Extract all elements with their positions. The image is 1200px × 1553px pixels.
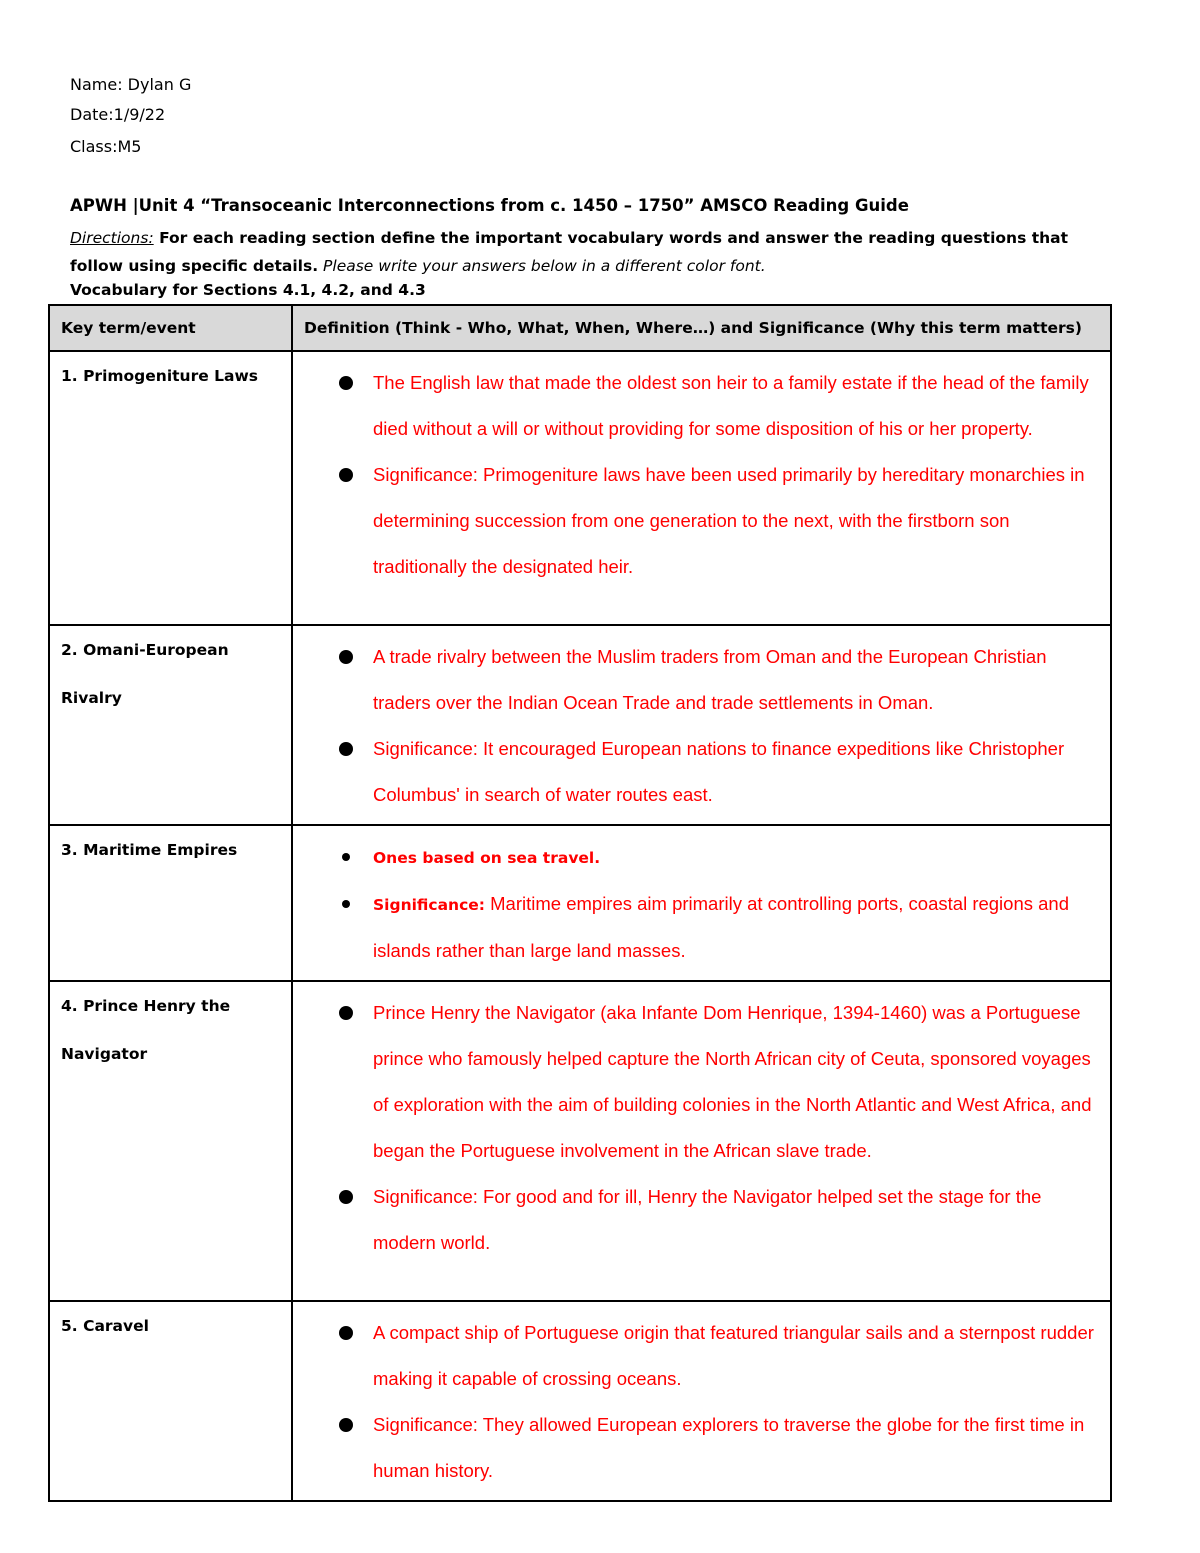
definition-cell: [292, 351, 1111, 625]
definition-cell: [292, 625, 1111, 825]
bullet-icon: [339, 1190, 353, 1204]
table-row: [49, 825, 1111, 981]
header-term: Key term/event: [49, 305, 292, 351]
list-item: Prince Henry the Navigator (aka Infante Dom Henrique, 1394-1460) was a Portuguese prince who famously helped capture the North African city of Ceuta, sponsored voyages of exploration with the aim of building colonies in the North Atlantic and West Africa, and began the Portuguese involvement in the African slave trade.: [293, 990, 1110, 1174]
student-name: Name: Dylan G: [70, 75, 192, 94]
directions: [70, 224, 1110, 280]
term-label: 3. Maritime Empires: [61, 841, 238, 859]
term-label: 5. Caravel: [61, 1317, 149, 1335]
bullet-icon: [339, 650, 353, 664]
definition-cell: [292, 981, 1111, 1301]
definition-list: [293, 826, 1110, 980]
definition-list: [293, 1302, 1110, 1500]
list-item: Significance: They allowed European explorers to traverse the globe for the first time in human history.: [293, 1402, 1110, 1494]
bullet-icon: [339, 1418, 353, 1432]
directions-note: Please write your answers below in a different color font.: [318, 257, 766, 275]
table-row: [49, 625, 1111, 825]
list-item: Significance: For good and for ill, Henry the Navigator helped set the stage for the modern world.: [293, 1174, 1110, 1266]
list-item: A compact ship of Portuguese origin that featured triangular sails and a sternpost rudder making it capable of crossing oceans.: [293, 1310, 1110, 1402]
table-row: [49, 981, 1111, 1301]
vocab-heading: Vocabulary for Sections 4.1, 4.2, and 4.3: [70, 281, 426, 299]
term-cell: [49, 981, 292, 1301]
list-item: The English law that made the oldest son heir to a family estate if the head of the family died without a will or without providing for some disposition of his or her property.: [293, 360, 1110, 452]
bullet-icon: [342, 900, 350, 908]
term-cell: [49, 825, 292, 981]
term-label: 2. Omani-European Rivalry: [61, 641, 229, 707]
directions-label: Directions:: [70, 229, 154, 247]
list-item: A trade rivalry between the Muslim traders from Oman and the European Christian traders over the Indian Ocean Trade and trade settlements in Oman.: [293, 634, 1110, 726]
definition-list: [293, 352, 1110, 596]
header-definition: Definition (Think - Who, What, When, Where…) and Significance (Why this term matters): [292, 305, 1111, 351]
term-label: 4. Prince Henry the Navigator: [61, 997, 231, 1063]
definition-list: [293, 626, 1110, 824]
bullet-icon: [339, 1006, 353, 1020]
class-line: Class:M5: [70, 137, 142, 156]
bullet-icon: [339, 376, 353, 390]
list-item: Ones based on sea travel.: [293, 834, 1110, 881]
definition-list: [293, 982, 1110, 1272]
vocab-table: [48, 304, 1112, 1502]
list-item: Significance: Primogeniture laws have been used primarily by hereditary monarchies in determining succession from one generation to the next, with the firstborn son traditionally the designated heir.: [293, 452, 1110, 590]
table-row: [49, 351, 1111, 625]
term-cell: [49, 625, 292, 825]
list-item: Significance: Maritime empires aim primarily at controlling ports, coastal regions and islands rather than large land masses.: [293, 881, 1110, 974]
definition-cell: [292, 1301, 1111, 1501]
directions-text: For each reading section define the important vocabulary words and answer the reading questions that follow using specific details.: [70, 229, 1069, 275]
bullet-icon: [339, 1326, 353, 1340]
date-line: Date:1/9/22: [70, 105, 166, 124]
bullet-icon: [339, 742, 353, 756]
list-item: Significance: It encouraged European nations to finance expeditions like Christopher Columbus' in search of water routes east.: [293, 726, 1110, 818]
definition-cell: [292, 825, 1111, 981]
bullet-icon: [339, 468, 353, 482]
term-cell: [49, 351, 292, 625]
term-cell: [49, 1301, 292, 1501]
term-label: 1. Primogeniture Laws: [61, 367, 259, 385]
document-title: APWH |Unit 4 “Transoceanic Interconnections from c. 1450 – 1750” AMSCO Reading Guide: [70, 196, 909, 215]
bullet-icon: [342, 853, 350, 861]
table-row: [49, 1301, 1111, 1501]
